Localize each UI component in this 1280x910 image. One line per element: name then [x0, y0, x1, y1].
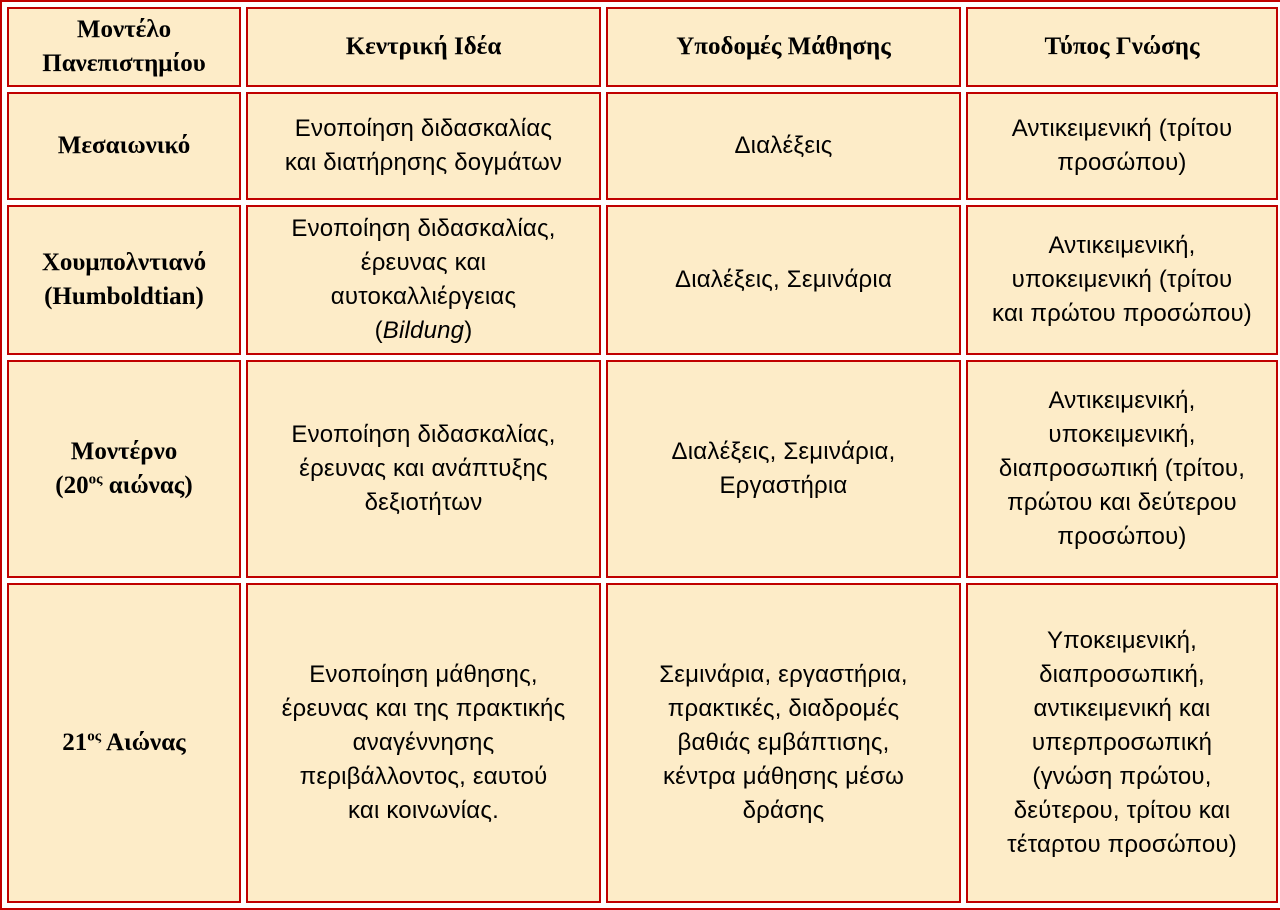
paren-close: ) [464, 317, 473, 344]
text-line: (γνώση πρώτου, [1032, 763, 1212, 790]
text-line: (Humboldtian) [44, 283, 204, 310]
text-line: Διαλέξεις, Σεμινάρια, [671, 438, 896, 465]
table-row-21st-century [7, 583, 1278, 903]
text-line: Χουμπολντιανό [41, 249, 207, 276]
text-line: αυτοκαλλιέργειας [330, 283, 517, 310]
cell-idea [246, 360, 601, 578]
text-line: δεξιοτήτων [364, 489, 483, 516]
text-line: και διατήρησης δογμάτων [284, 149, 563, 176]
text-line: υπερπροσωπική [1031, 729, 1213, 756]
text-line: Ενοποίηση μάθησης, [309, 661, 538, 688]
cell-idea [246, 583, 601, 903]
text-line: Ενοποίηση διδασκαλίας [294, 115, 553, 142]
text-line: και πρώτου προσώπου) [992, 300, 1252, 327]
century-number: 21 [62, 729, 88, 756]
text-line: Αντικειμενική (τρίτου [1011, 115, 1233, 142]
cell-knowledge [966, 583, 1278, 903]
text-line: Μεσαιωνικό [57, 132, 191, 159]
ordinal-suffix: ος [87, 728, 102, 745]
text-line: έρευνας και [360, 249, 487, 276]
header-central-idea: Κεντρική Ιδέα [246, 7, 601, 87]
cell-knowledge [966, 92, 1278, 200]
cell-model [7, 205, 241, 355]
century-word: αιώνας) [102, 472, 193, 499]
text-line: βαθιάς εμβάπτισης, [677, 729, 890, 756]
text-line: πρώτου και δεύτερου [1007, 489, 1237, 516]
text-line: έρευνας και ανάπτυξης [299, 455, 548, 482]
text-line: Ενοποίηση διδασκαλίας, [291, 215, 556, 242]
text-line: και κοινωνίας. [348, 797, 499, 824]
text-line: διαπροσωπική (τρίτου, [998, 455, 1246, 482]
header-learning-infrastructure: Υποδομές Μάθησης [606, 7, 961, 87]
cell-model [7, 92, 241, 200]
cell-infrastructure [606, 205, 961, 355]
text-line: Μοντέρνο [70, 438, 178, 465]
text-line: πρακτικές, διαδρομές [667, 695, 900, 722]
table-row-humboldtian [7, 205, 1278, 355]
header-model [7, 7, 241, 87]
century-number: (20 [55, 472, 89, 499]
text-line: υποκειμενική, [1048, 421, 1196, 448]
text-line: διαπροσωπική, [1039, 661, 1205, 688]
text-line: Σεμινάρια, εργαστήρια, [659, 661, 908, 688]
table-row-modern [7, 360, 1278, 578]
text-line: κέντρα μάθησης μέσω [662, 763, 905, 790]
text-line: Διαλέξεις [734, 132, 833, 159]
text-line [15, 469, 233, 503]
text-line: προσώπου) [1057, 523, 1187, 550]
text-line-bildung [254, 314, 593, 348]
text-line: Διαλέξεις, Σεμινάρια [674, 266, 893, 293]
text-line: έρευνας και της πρακτικής [281, 695, 566, 722]
text-line: Υποκειμενική, [1046, 627, 1198, 654]
text-line: Αντικειμενική, [1048, 232, 1196, 259]
text-line: αναγέννησης [352, 729, 495, 756]
text-line: Εργαστήρια [719, 472, 848, 499]
cell-idea [246, 92, 601, 200]
text-line: δράσης [742, 797, 825, 824]
ordinal-suffix: ος [88, 471, 103, 488]
cell-infrastructure [606, 583, 961, 903]
text-line: τέταρτου προσώπου) [1007, 831, 1237, 858]
cell-infrastructure [606, 92, 961, 200]
header-model-line2: Πανεπιστημίου [42, 50, 206, 77]
cell-knowledge [966, 360, 1278, 578]
header-knowledge-type: Τύπος Γνώσης [966, 7, 1278, 87]
cell-idea [246, 205, 601, 355]
cell-model [7, 583, 241, 903]
text-line [15, 726, 233, 760]
text-line: υποκειμενική (τρίτου [1011, 266, 1233, 293]
cell-infrastructure [606, 360, 961, 578]
text-line: αντικειμενική και [1033, 695, 1211, 722]
text-line: Αντικειμενική, [1048, 387, 1196, 414]
table-row-medieval [7, 92, 1278, 200]
header-model-line1: Μοντέλο [76, 16, 172, 43]
bildung-term: Bildung [382, 317, 465, 344]
paren-open: ( [374, 317, 383, 344]
cell-knowledge [966, 205, 1278, 355]
cell-model [7, 360, 241, 578]
text-line: δεύτερου, τρίτου και [1013, 797, 1231, 824]
text-line: Ενοποίηση διδασκαλίας, [291, 421, 556, 448]
header-row [7, 7, 1278, 87]
text-line: προσώπου) [1057, 149, 1187, 176]
text-line: περιβάλλοντος, εαυτού [299, 763, 548, 790]
century-word: Αιώνας [101, 729, 186, 756]
